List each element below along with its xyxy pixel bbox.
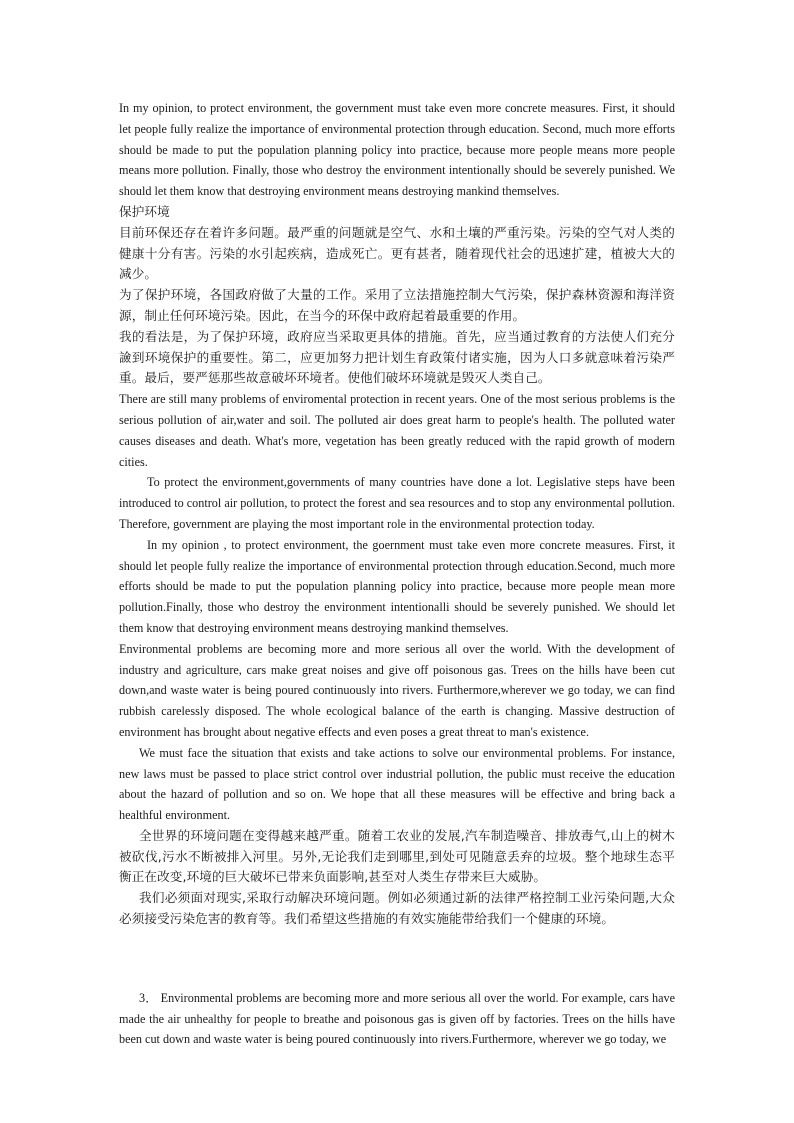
paragraph-solutions-en: We must face the situation that exists and take actions to solve our environmental problems. For instance, new laws must be passed to place strict control over industrial pollution, the public must receive the education about the hazard of pollution and so on. We hope that all these measures will be effective and bring back a healthful environment. bbox=[119, 745, 675, 823]
paragraph-opinion-zh: 我的看法是，为了保护环境，政府应当采取更具体的措施。首先，应当通过教育的方法使人们充分譣到环境保护的重要性。第二，应更加努力把计划生育政策付诸实施，因为人口多就意味着污染严重。最后，要严惩那些故意破坏环境者。使他们破坏环境就是毁灭人类自己。 bbox=[119, 328, 675, 386]
section-title-protect-environment: 保护环境 bbox=[119, 203, 170, 219]
section-gap bbox=[119, 930, 675, 988]
paragraph-opinion-en: In my opinion, to protect environment, the government must take even more concrete measures. First, it should let people fully realize the importance of environmental protection through education. Second, much more efforts should be made to put the population planning policy into practice, because more people means more people means more pollution. Finally, those who destroy the environment intentionally should be severely punished. We should let them know that destroying environment means destroying mankind themselves. bbox=[119, 101, 675, 199]
paragraph-item-3: 3． Environmental problems are becoming more and more serious all over the world. For example, cars have made the air unhealthy for people to breathe and poisonous gas is given off by factories. Trees on the hills have been cut down and waste water is being poured continuously into rivers.Furthermore, wherever we go today, we bbox=[119, 990, 675, 1047]
paragraph-government-en: To protect the environment,governments of many countries have done a lot. Legislative steps have been introduced to control air pollution, to protect the forest and sea resources and to stop any environmental pollution. Therefore, government are playing the most important role in the environmental protection today. bbox=[119, 475, 675, 531]
paragraph-opinion-en-2: In my opinion , to protect environment, the goernment must take even more concrete measures. First, it should let people fully realize the importance of environmental protection through education.Second, much more efforts should be made to put the population planning policy into practice, because more people mean more pollution.Finally, those who destroy the environment intentionalli should be severely punished. We should let them know that destroying environment means destroying mankind themselves. bbox=[119, 537, 675, 635]
paragraph-problems-en: There are still many problems of enviromental protection in recent years. One of the most serious problems is the serious pollution of air,water and soil. The polluted air does great harm to people's health. The polluted water causes diseases and death. What's more, vegetation has been greatly reduced with the rapid growth of modern cities. bbox=[119, 392, 675, 469]
paragraph-environmental-problems-en: Environmental problems are becoming more and more serious all over the world. With the development of industry and agriculture, cars make great noises and give off poisonous gas. Trees on the hills have been cut down,and waste water is being poured continuously into rivers. Furthermore,wherever we go today, we can find rubbish carelessly disposed. The whole ecological balance of the earth is changing. Massive destruction of environment has brought about negative effects and even poses a great threat to man's existence. bbox=[119, 641, 675, 739]
document-page bbox=[119, 98, 675, 1050]
paragraph-government-zh: 为了保护环境，各国政府做了大量的工作。采用了立法措施控制大气污染，保护森林资源和海洋资源，制止任何环境污染。因此，在当今的环保中政府起着最重要的作用。 bbox=[119, 287, 675, 323]
paragraph-solutions-zh: 我们必须面对现实,采取行动解决环境问题。例如必须通过新的法律严格控制工业污染问题,大众必须接受污染危害的教育等。我们希望这些措施的有效实施能带给我们一个健康的环境。 bbox=[119, 890, 675, 927]
paragraph-environmental-problems-zh: 全世界的环境问题在变得越来越严重。随着工农业的发展,汽车制造噪音、排放毒气,山上的树木被砍伐,污水不断被排入河里。另外,无论我们走到哪里,到处可见随意丢弃的垃圾。整个地球生态平衡正在改变,环境的巨大破坏已带来负面影响,甚至对人类生存带来巨大威胁。 bbox=[119, 827, 675, 885]
paragraph-problems-zh: 目前环保还存在着许多问题。最严重的问题就是空气、水和土壤的严重污染。污染的空气对人类的健康十分有害。污染的水引起疾病，造成死亡。更有甚者，随着现代社会的迅速扩建，植被大大的减少。 bbox=[119, 224, 675, 282]
